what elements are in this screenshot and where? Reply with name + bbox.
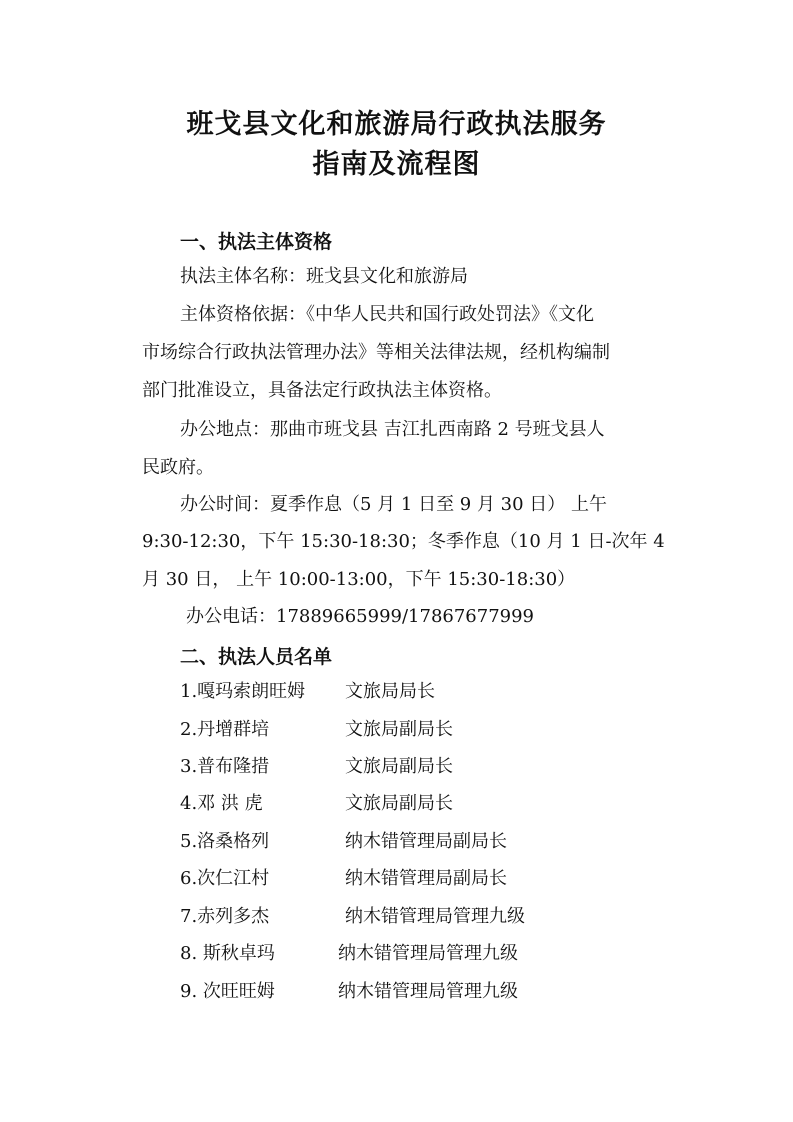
section1-heading: 一、执法主体资格 [180,231,333,253]
staff-title: 纳木错管理局副局长 [345,831,507,852]
section2-heading: 二、执法人员名单 [180,646,333,668]
document-title-line1: 班戈县文化和旅游局行政执法服务 [186,109,607,140]
phone-line: 办公电话：17889665999/17867677999 [186,606,535,627]
staff-title: 文旅局局长 [345,681,435,702]
staff-title: 文旅局副局长 [345,719,453,740]
staff-title: 纳木错管理局管理九级 [338,981,518,1002]
staff-name: 1.嘎玛索朗旺姆 [180,681,306,702]
staff-name: 8. 斯秋卓玛 [180,943,275,964]
staff-name: 5.洛桑格列 [180,831,270,852]
hours-line-3: 月 30 日， 上午 10:00-13:00，下午 15:30-18:30） [142,569,576,590]
staff-name: 2.丹增群培 [180,719,270,740]
staff-name: 6.次仁江村 [180,868,270,889]
hours-line-1: 办公时间：夏季作息（5 月 1 日至 9 月 30 日） 上午 [180,494,608,515]
document-title-line2: 指南及流程图 [312,149,481,180]
address-line-2: 民政府。 [142,457,214,478]
basis-line-1: 主体资格依据：《中华人民共和国行政处罚法》《文化 [180,304,594,325]
entity-name-line: 执法主体名称：班戈县文化和旅游局 [180,266,468,287]
staff-name: 9. 次旺旺姆 [180,981,275,1002]
staff-title: 纳木错管理局管理九级 [345,906,525,927]
staff-title: 纳木错管理局副局长 [345,868,507,889]
staff-name: 7.赤列多杰 [180,906,270,927]
staff-title: 文旅局副局长 [345,793,453,814]
staff-name: 4.邓 洪 虎 [180,793,263,814]
staff-title: 文旅局副局长 [345,756,453,777]
address-line-1: 办公地点：那曲市班戈县 吉江扎西南路 2 号班戈县人 [180,419,605,440]
basis-line-3: 部门批准设立，具备法定行政执法主体资格。 [142,380,502,401]
hours-line-2: 9:30-12:30，下午 15:30-18:30；冬季作息（10 月 1 日-次年 4 [142,531,665,552]
staff-title: 纳木错管理局管理九级 [338,943,518,964]
basis-line-2: 市场综合行政执法管理办法》等相关法律法规，经机构编制 [142,342,610,363]
staff-name: 3.普布隆措 [180,756,270,777]
